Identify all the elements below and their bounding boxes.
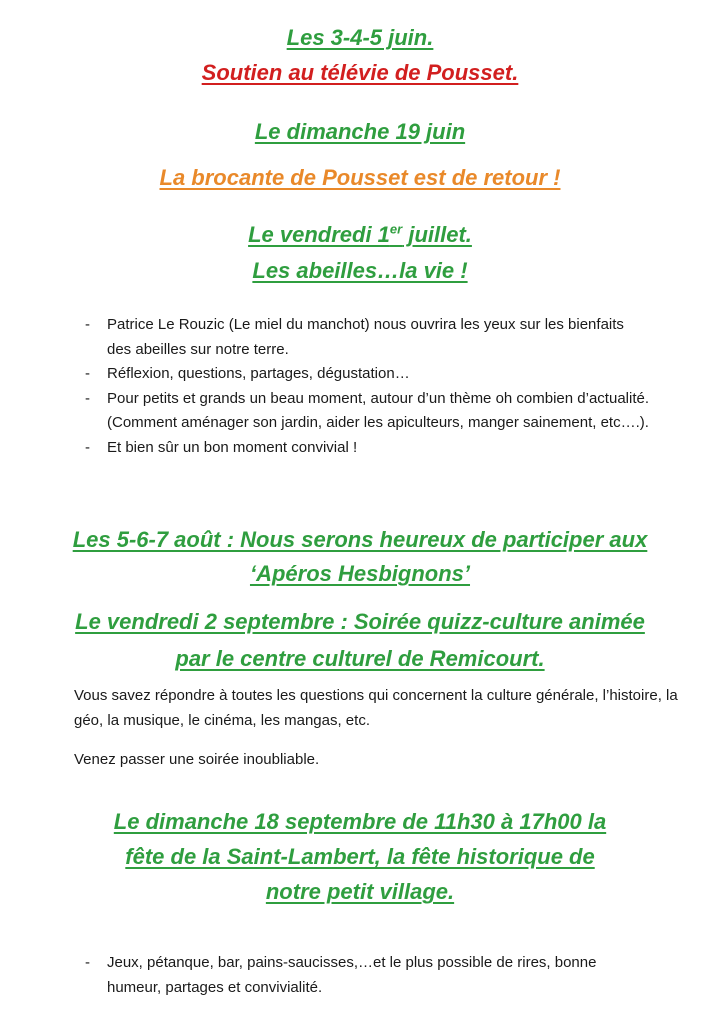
abeilles-bullet-list: [0, 313, 720, 461]
heading-vendredi-1-sup: er: [389, 221, 403, 237]
heading-quizz-line2: par le centre culturel de Remicourt.: [175, 646, 545, 671]
list-item: [0, 387, 720, 436]
list-item: [0, 362, 720, 387]
heading-saint-lambert-line1: Le dimanche 18 septembre de 11h30 à 17h00 la: [113, 809, 607, 834]
heading-vendredi-1-juillet: [0, 220, 720, 250]
list-item-text: Réflexion, questions, partages, dégustation…: [107, 365, 410, 383]
quizz-closing-paragraph: Venez passer une soirée inoubliable.: [74, 751, 320, 768]
list-item: [0, 951, 720, 1000]
heading-brocante: La brocante de Pousset est de retour !: [159, 165, 561, 190]
heading-quizz-line1: Le vendredi 2 septembre : Soirée quizz-culture animée: [75, 609, 645, 634]
heading-saint-lambert-line3: notre petit village.: [265, 879, 455, 904]
bullet-dash: -: [85, 316, 90, 333]
heading-abeilles: Les abeilles…la vie !: [252, 258, 468, 283]
list-item: [0, 313, 720, 362]
list-item-text: Et bien sûr un bon moment convivial !: [107, 438, 358, 456]
bullet-dash: -: [85, 438, 90, 456]
heading-aout-line2: ‘Apéros Hesbignons’: [249, 561, 471, 586]
heading-vendredi-1-month: juillet.: [402, 222, 472, 247]
heading-saint-lambert-line2: fête de la Saint-Lambert, la fête historique de: [125, 844, 595, 869]
heading-juin-dates: Les 3-4-5 juin.: [286, 25, 434, 50]
saint-lambert-bullet-list: [0, 951, 720, 1000]
quizz-paragraph: Vous savez répondre à toutes les questions qui concernent la culture générale, l’histoire, la géo, la musique, le cinéma, les mangas, etc.: [74, 687, 678, 729]
list-item-text: Patrice Le Rouzic (Le miel du manchot) nous ouvrira les yeux sur les bienfaits des abeilles sur notre terre.: [107, 316, 624, 358]
list-item-text: Jeux, pétanque, bar, pains-saucisses,…et le plus possible de rires, bonne humeur, partages et convivialité.: [107, 954, 597, 996]
heading-vendredi-1-text: Le vendredi 1: [248, 222, 390, 247]
heading-dimanche-19-juin: Le dimanche 19 juin: [254, 119, 466, 144]
list-item-text: Pour petits et grands un beau moment, autour d’un thème oh combien d’actualité. (Comment aménager son jardin, aider les apiculteurs, manger sainement, etc….).: [107, 389, 649, 432]
bullet-dash: -: [85, 365, 90, 383]
bullet-dash: -: [85, 954, 90, 971]
list-item: [0, 436, 720, 461]
heading-aout-line1: Les 5-6-7 août : Nous serons heureux de participer aux: [72, 527, 648, 552]
heading-televie: Soutien au télévie de Pousset.: [201, 60, 519, 85]
bullet-dash: -: [85, 389, 90, 407]
